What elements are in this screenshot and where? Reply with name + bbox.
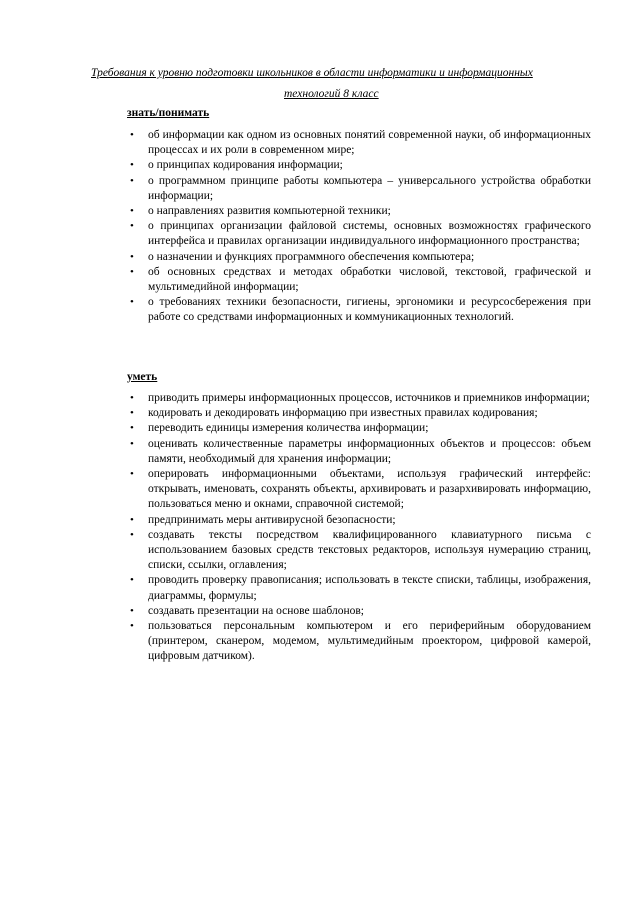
list-item bbox=[130, 604, 591, 619]
list-item bbox=[130, 467, 591, 513]
list-item bbox=[130, 421, 591, 436]
list-item bbox=[130, 295, 591, 325]
list-item-text: оперировать информационными объектами, используя графический интерфейс: открывать, именовать, сохранять объекты, архивировать и разархивировать информацию, пользоваться меню и окнами, справочной системой; bbox=[148, 468, 591, 511]
document-title-line-1: Требования к уровню подготовки школьников в области информатики и информационных bbox=[91, 67, 533, 79]
bullet-icon: • bbox=[130, 574, 134, 587]
list-item-text: создавать тексты посредством квалифицированного клавиатурного письма с использованием базовых средств текстовых редакторов, используя нумерацию страниц, списки, ссылки, оглавления; bbox=[148, 528, 591, 572]
list-item-text: о программном принципе работы компьютера – универсального устройства обработки информации; bbox=[148, 174, 591, 202]
list-item bbox=[130, 513, 591, 528]
bullet-icon: • bbox=[130, 422, 134, 435]
know-list bbox=[130, 128, 591, 326]
list-item-text: об основных средствах и методах обработки числовой, текстовой, графической и мультимедийной информации; bbox=[148, 265, 591, 294]
list-item bbox=[130, 573, 591, 603]
list-item bbox=[130, 128, 591, 158]
list-item bbox=[130, 391, 591, 406]
bullet-icon: • bbox=[130, 159, 134, 172]
list-item bbox=[130, 174, 591, 204]
bullet-icon: • bbox=[130, 604, 134, 617]
bullet-icon: • bbox=[130, 407, 134, 420]
list-item-text: пользоваться персональным компьютером и его периферийным оборудованием (принтером, сканером, модемом, мультимедийным проектором, цифровой камерой, цифровым датчиком). bbox=[148, 620, 591, 663]
bullet-icon: • bbox=[130, 174, 134, 187]
list-item bbox=[130, 265, 591, 295]
list-item bbox=[130, 250, 591, 265]
list-item-text: о назначении и функциях программного обеспечения компьютера; bbox=[148, 250, 475, 263]
list-item-text: об информации как одном из основных понятий современной науки, об информационных процессах и их роли в современном мире; bbox=[148, 129, 591, 157]
list-item-text: о принципах кодирования информации; bbox=[148, 159, 343, 172]
can-list bbox=[130, 391, 591, 665]
bullet-icon: • bbox=[130, 620, 134, 633]
list-item bbox=[130, 219, 591, 249]
list-item-text: проводить проверку правописания; использовать в тексте списки, таблицы, изображения, диаграммы, формулы; bbox=[148, 574, 591, 602]
document-title-line-2: технологий 8 класс bbox=[284, 88, 379, 100]
bullet-icon: • bbox=[130, 437, 134, 450]
list-item bbox=[130, 406, 591, 421]
bullet-icon: • bbox=[130, 528, 134, 541]
list-item bbox=[130, 437, 591, 467]
bullet-icon: • bbox=[130, 392, 134, 404]
list-item-text: переводить единицы измерения количества информации; bbox=[148, 422, 429, 435]
list-item bbox=[130, 204, 591, 219]
bullet-icon: • bbox=[130, 468, 134, 481]
list-item-text: создавать презентации на основе шаблонов; bbox=[148, 604, 364, 617]
list-item-text: о требованиях техники безопасности, гигиены, эргономики и ресурсосбережения при работе со средствами информационных и коммуникационных технологий. bbox=[148, 296, 591, 324]
list-item-text: оценивать количественные параметры информационных объектов и процессов: объем памяти, необходимый для хранения информации; bbox=[148, 437, 591, 465]
bullet-icon: • bbox=[130, 220, 134, 233]
list-item bbox=[130, 158, 591, 173]
bullet-icon: • bbox=[130, 205, 134, 218]
list-item-text: приводить примеры информационных процессов, источников и приемников информации; bbox=[148, 392, 590, 404]
bullet-icon: • bbox=[130, 513, 134, 526]
list-item-text: предпринимать меры антивирусной безопасности; bbox=[148, 513, 396, 526]
list-item-text: о принципах организации файловой системы, основных возможностях графического интерфейса и правилах организации индивидуального информационного пространства; bbox=[148, 220, 591, 248]
list-item-text: кодировать и декодировать информацию при известных правилах кодирования; bbox=[148, 407, 538, 420]
bullet-icon: • bbox=[130, 296, 134, 309]
list-item-text: о направлениях развития компьютерной техники; bbox=[148, 205, 391, 218]
bullet-icon: • bbox=[130, 129, 134, 141]
list-item bbox=[130, 528, 591, 574]
section-heading-can: уметь bbox=[127, 371, 158, 383]
bullet-icon: • bbox=[130, 265, 134, 278]
list-item bbox=[130, 619, 591, 665]
section-heading-know: знать/понимать bbox=[127, 107, 210, 119]
bullet-icon: • bbox=[130, 250, 134, 263]
